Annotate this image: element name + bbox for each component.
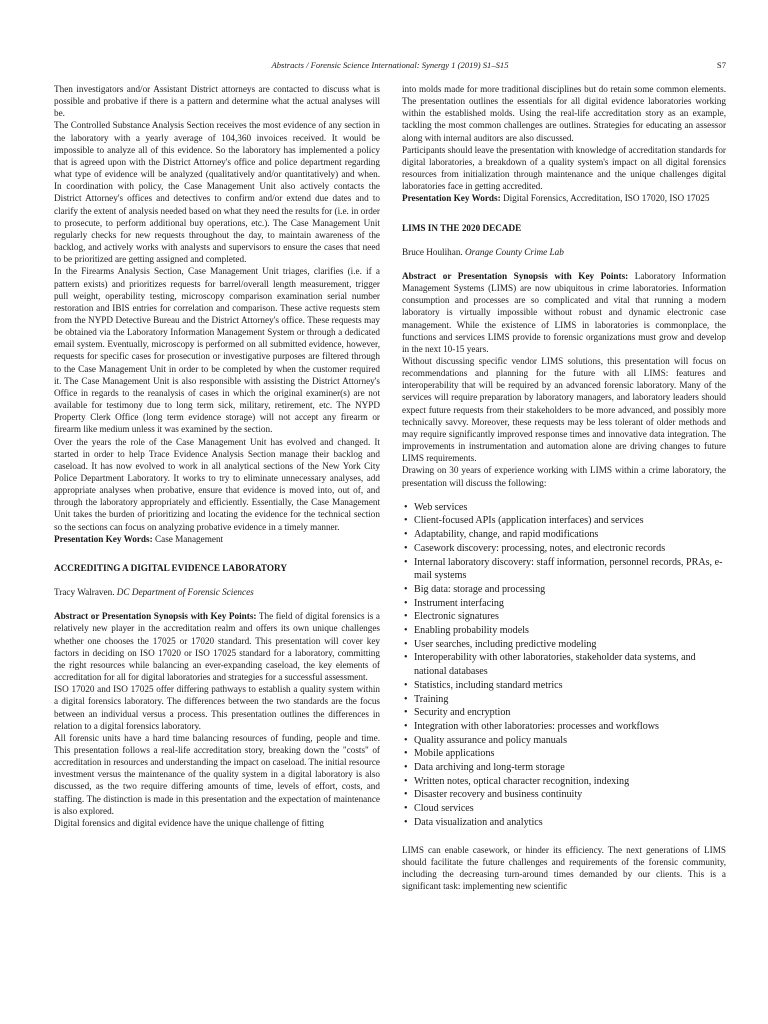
list-item: • Internal laboratory discovery: staff information, personnel records, PRAs, e-mail systems (402, 556, 726, 583)
paragraph: Participants should leave the presentation with knowledge of accreditation standards for digital laboratories, a breakdown of a quality system's impact on all digital forensics resources from initialization through maintenance and the unique challenges digital laboratories face in getting accredited. (402, 144, 726, 192)
list-item: • Data visualization and analytics (402, 816, 726, 830)
author-affiliation: DC Department of Forensic Sciences (114, 587, 254, 598)
section-title: ACCREDITING A DIGITAL EVIDENCE LABORATORY (54, 562, 287, 573)
running-header (54, 58, 726, 72)
list-item: • Statistics, including standard metrics (402, 679, 726, 693)
page-number: S7 (716, 60, 726, 70)
list-item: • Big data: storage and processing (402, 583, 726, 597)
paragraph: The Controlled Substance Analysis Section receives the most evidence of any section in the laboratory with a yearly average of 104,360 invoices received. It would be impossible to analyze all of this evidence. So the laboratory has implemented a policy that is agreed upon with the District Attorney's office and police department regarding what type of evidence will be analyzed (qualitatively and/or quantitatively) and when. In coordination with policy, the Case Management Unit also actively contacts the District Attorney's offices and detectives to confirm and/or extend due dates and to clarify the extent of analysis needed based on what they need the results for (i.e. in order to prosecute, to perform additional buy operations, etc.). The Case Management Unit regularly checks for new requests throughout the day, to maintain awareness of the backlog, and actively works with analysts and supervisors to ensure the cases that need to be prioritized are getting assigned and completed. (54, 120, 380, 265)
key-words-text: Case Management (152, 533, 224, 544)
synopsis-text: Laboratory Information Management Systems (LIMS) are now ubiquitous in crime laboratories. Information consumption and processes are so complicated and vital that running a modern laboratory is virtually impossible without robust and dynamic electronic case management. While the existence of LIMS in laboratories is commonplace, the functions and services LIMS provide to forensic organizations must grow and develop in the next 10-15 years. (402, 270, 726, 354)
list-item: • Data archiving and long-term storage (402, 761, 726, 775)
paragraph: ISO 17020 and ISO 17025 offer differing pathways to establish a quality system within a digital forensics laboratory. The differences between the two standards are the focus between an individual versus a process. This presentation outlines the differences in relation to a digital forensics laboratory. (54, 684, 380, 731)
paragraph: Over the years the role of the Case Management Unit has evolved and changed. It started in order to help Trace Evidence Analysis Section manage their backlog and caseload. It has now evolved to work in all analytical sections of the New York City Police Department Laboratory. It works to try to eliminate unnecessary analyses, add appropriate analyses when probative, ensure that evidence is moved into, out of, and through the laboratory appropriately and efficiently. Essentially, the Case Management Unit takes the burden of prioritizing and locating the evidence for the technical section so the sections can focus on analyzing probative evidence in a timely manner. (54, 436, 380, 532)
paragraph: LIMS can enable casework, or hinder its efficiency. The next generations of LIMS should facilitate the future challenges and requirements of the forensic community, including the decreasing turn-around times demanded by our clients. This is a significant task: implementing new scientific (402, 844, 726, 892)
synopsis-label: Abstract or Presentation Synopsis with Key Points: (54, 611, 257, 622)
key-words-label: Presentation Key Words: (402, 193, 501, 204)
author-line (54, 586, 380, 598)
synopsis (402, 270, 726, 355)
list-item: • Training (402, 693, 726, 707)
feature-list (402, 501, 726, 830)
list-item: • Disaster recovery and business continuity (402, 788, 726, 802)
journal-citation: Abstracts / Forensic Science International: Synergy 1 (2019) S1–S15 (271, 60, 509, 70)
list-item: • Casework discovery: processing, notes, and electronic records (402, 542, 726, 556)
author-line (402, 246, 726, 258)
right-column (402, 83, 726, 892)
list-item: • Electronic signatures (402, 610, 726, 624)
paragraph: Without discussing specific vendor LIMS solutions, this presentation will focus on recommendations and planning for the future with all LIMS: features and interoperability that will be required by an advanced forensic laboratory. Many of the services will require preparation by laboratory managers, and laboratory leaders should expect future requests from their stakeholders to be more advanced, and possibly more technically savvy. Moreover, these requests may be less tolerant of older methods and may require significantly improved response times and innovative data integration. The improvements in instrumentation and automation alone are driving changes to future LIMS requirements. (402, 355, 726, 464)
list-item: • Web services (402, 501, 726, 515)
author-affiliation: Orange County Crime Lab (462, 246, 564, 257)
list-item: • Client-focused APIs (application interfaces) and services (402, 514, 726, 528)
paragraph: into molds made for more traditional disciplines but do retain some common elements. The presentation outlines the essentials for all digital evidence laboratories working within the established molds. Using the real-life accreditation story as an example, tackling the most common challenges are outlines. Strategies for educating an assessor along with internal auditors are also discussed. (402, 84, 726, 143)
paragraph: In the Firearms Analysis Section, Case Management Unit triages, clarifies (i.e. if a pattern exists) and prioritizes requests for barrel/overall length measurement, trigger pull weight, operability testing, microscopy comparison examination serial number restoration and IBIS entries for correlation and comparison. These active requests stem from the NYPD Detective Bureau and the District Attorney's office. These requests may be obtained via the Laboratory Information Management System or through a dedicated email system. Eventually, microscopy is performed on all submitted evidence, however, requests for specific cases for prosecution or investigative purposes are filtered through to the Case Management Unit in order to be completed by when the customer required it. The Case Management Unit is also responsible with assisting the District Attorney's Office in regards to the reanalysis of cases in which the original examiner(s) are not available for testimony due to long term sick, military, retirement, etc. The NYPD Property Clerk Office (long term evidence storage) will not accept any firearm or firearm like medium unless it was examined by the section. (54, 266, 380, 435)
list-item: • Integration with other laboratories: processes and workflows (402, 720, 726, 734)
list-item: • Instrument interfacing (402, 597, 726, 611)
list-item: • Security and encryption (402, 706, 726, 720)
left-column (54, 83, 380, 829)
author-name: Bruce Houlihan. (402, 246, 463, 257)
key-words (402, 192, 726, 204)
synopsis-label: Abstract or Presentation Synopsis with Key Points: (402, 270, 629, 281)
list-item: • Interoperability with other laboratories, stakeholder data systems, and national databases (402, 651, 726, 678)
list-item: • User searches, including predictive modeling (402, 638, 726, 652)
synopsis (54, 610, 380, 683)
paragraph: Then investigators and/or Assistant District attorneys are contacted to discuss what is possible and probative if there is a pattern and determine what the actual analyses will be. (54, 84, 380, 119)
list-item: • Adaptability, change, and rapid modifications (402, 528, 726, 542)
key-words-label: Presentation Key Words: (54, 533, 153, 544)
list-item: • Mobile applications (402, 747, 726, 761)
synopsis-text: The field of digital forensics is a relatively new player in the accreditation realm and offers its own unique challenges whether one chooses the 17025 or 17020 standard. This presentation will cover key factors in deciding on ISO 17020 or ISO 17025 standard for a laboratory, committing the right resources while balancing an ever-expanding caseload, the key elements of accreditation for all for digital laboratories and strategies for a successful assessment. (54, 611, 380, 683)
list-item: • Enabling probability models (402, 624, 726, 638)
paragraph: Digital forensics and digital evidence have the unique challenge of fitting (54, 817, 324, 828)
author-name: Tracy Walraven. (54, 587, 115, 598)
list-item: • Quality assurance and policy manuals (402, 734, 726, 748)
section-title: LIMS IN THE 2020 DECADE (402, 222, 522, 233)
paragraph: Drawing on 30 years of experience working with LIMS within a crime laboratory, the presentation will discuss the following: (402, 465, 726, 488)
key-words (54, 533, 380, 545)
key-words-text: Digital Forensics, Accreditation, ISO 17020, ISO 17025 (500, 193, 710, 204)
list-item: • Written notes, optical character recognition, indexing (402, 775, 726, 789)
paragraph: All forensic units have a hard time balancing resources of funding, people and time. This presentation follows a real-life accreditation story, breaking down the "costs" of accreditation in resources and understanding the impact on caseload. The initial resource investment versus the maintenance of the quality system in a digital laboratory is also discussed, as the two require differing amounts of time, levels of effort, costs, and staffing. The distinction is made in this presentation and the expectation of maintenance is also explored. (54, 732, 380, 816)
list-item: • Cloud services (402, 802, 726, 816)
